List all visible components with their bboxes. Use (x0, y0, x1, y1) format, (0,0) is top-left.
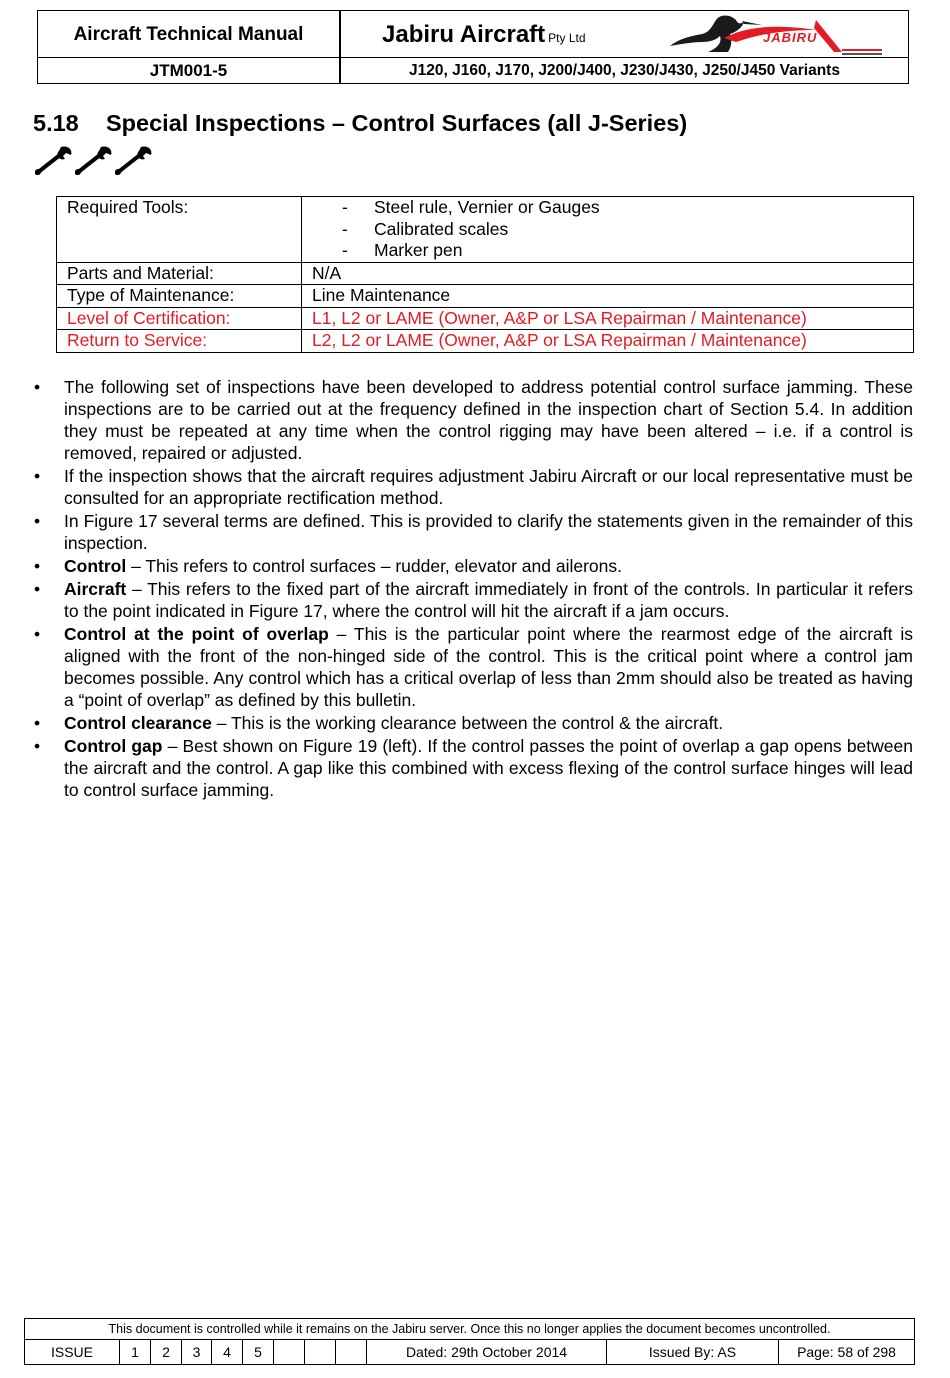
issue-label: ISSUE (25, 1340, 120, 1364)
return-to-service-value: L2, L2 or LAME (Owner, A&P or LSA Repairman / Maintenance) (302, 330, 914, 353)
bullet-term: Aircraft (64, 579, 127, 599)
tool-item: - Steel rule, Vernier or Gauges (342, 197, 913, 219)
parts-value: N/A (302, 262, 914, 285)
bullet-term: Control (64, 556, 127, 576)
aircraft-variants: J120, J160, J170, J200/J400, J230/J430, J250/J450 Variants (409, 61, 840, 79)
bullet-text: – This refers to the fixed part of the aircraft immediately in front of the controls. In particular it refers to the point indicated in Figure 17, where the control will hit the aircraft if a jam occurs. (64, 579, 913, 621)
bullet-icon: • (34, 713, 41, 733)
bullet-text: – This is the working clearance between the control & the aircraft. (211, 713, 724, 733)
maintenance-type-value: Line Maintenance (302, 285, 914, 308)
row-parts (57, 262, 914, 285)
bullet-icon: • (34, 556, 41, 576)
maintenance-type-label: Type of Maintenance: (57, 285, 302, 308)
row-return-to-service (57, 330, 914, 353)
issue-number (274, 1340, 305, 1364)
certification-label: Level of Certification: (57, 307, 302, 330)
list-item (34, 578, 913, 622)
document-header (37, 10, 909, 84)
bullet-icon: • (34, 736, 41, 756)
manual-title: Aircraft Technical Manual (73, 23, 304, 45)
logo-wordmark: JABIRU (763, 30, 818, 45)
issue-number: 2 (151, 1340, 182, 1364)
required-tools-value (302, 197, 914, 263)
list-item (34, 376, 913, 464)
bullet-term: Control clearance (64, 713, 212, 733)
parts-label: Parts and Material: (57, 262, 302, 285)
header-top-row (38, 11, 908, 58)
page-number: Page: 58 of 298 (797, 1344, 896, 1360)
bullet-icon: • (34, 377, 41, 397)
bullet-text: – Best shown on Figure 19 (left). If the control passes the point of overlap a gap opens between the aircraft and the control. A gap like this combined with excess flexing of the control surface hinges will lead to control surface jamming. (64, 736, 913, 800)
required-tools-label: Required Tools: (57, 197, 302, 263)
tool-item: - Marker pen (342, 240, 913, 262)
issue-number (336, 1340, 367, 1364)
bullet-text: In Figure 17 several terms are defined. This is provided to clarify the statements given in the remainder of this inspection. (64, 511, 913, 553)
issued-by: Issued By: AS (607, 1340, 779, 1364)
issue-number (305, 1340, 336, 1364)
section-heading (33, 110, 687, 137)
bullet-term: Control at the point of overlap (64, 624, 329, 644)
logo-bird (670, 16, 744, 53)
wrench-icon (115, 146, 151, 175)
bullet-term: Control gap (64, 736, 163, 756)
section-number: 5.18 (33, 110, 79, 136)
skill-level-wrench-icons (33, 143, 158, 175)
wrench-icon (75, 146, 111, 175)
jabiru-logo (666, 12, 884, 56)
section-title: Special Inspections – Control Surfaces (all J-Series) (106, 110, 688, 136)
document-footer (24, 1318, 915, 1365)
list-item (34, 555, 913, 577)
bullet-text: – This refers to control surfaces – rudder, elevator and ailerons. (126, 556, 622, 576)
certification-value: L1, L2 or LAME (Owner, A&P or LSA Repairman / Maintenance) (302, 307, 914, 330)
bullet-icon: • (34, 624, 41, 644)
list-item (34, 735, 913, 801)
doc-number: JTM001-5 (149, 60, 228, 80)
tools-list (312, 197, 913, 262)
bullet-icon: • (34, 579, 41, 599)
dated: Dated: 29th October 2014 (367, 1340, 607, 1364)
company-name-text: Jabiru Aircraft (382, 21, 546, 48)
row-required-tools (57, 197, 914, 263)
return-to-service-label: Return to Service: (57, 330, 302, 353)
bullet-text: – This is the particular point where the rearmost edge of the aircraft is aligned with the front of the non-hinged side of the control. This is the critical point where a control jam becomes possible. Any control which has a critical overlap of less than 2mm should also be treated as having a “point of overlap” as defined by this bulletin. (64, 624, 913, 710)
tool-item: - Calibrated scales (342, 219, 913, 241)
issue-number: 4 (212, 1340, 243, 1364)
wrench-icon (35, 146, 71, 175)
issue-number: 5 (243, 1340, 274, 1364)
inspection-notes-list (34, 376, 913, 802)
company-suffix: Pty Ltd (548, 31, 586, 45)
logo-beak (742, 21, 762, 25)
header-bottom-row (38, 58, 908, 83)
bullet-icon: • (34, 511, 41, 531)
issue-number: 3 (182, 1340, 212, 1364)
company-name (382, 21, 586, 49)
requirements-table (56, 196, 914, 353)
list-item (34, 465, 913, 509)
issue-number: 1 (120, 1340, 151, 1364)
row-maintenance-type (57, 285, 914, 308)
bullet-text: The following set of inspections have been developed to address potential control surface jamming. These inspections are to be carried out at the frequency defined in the inspection chart of Section 5.4. In addition they must be repeated at any time when the control rigging may have been altered – i.e. if a control is removed, repaired or adjusted. (64, 377, 913, 463)
list-item (34, 510, 913, 554)
logo-tail (814, 20, 842, 52)
list-item (34, 623, 913, 711)
bullet-text: If the inspection shows that the aircraft requires adjustment Jabiru Aircraft or our local representative must be consulted for an appropriate rectification method. (64, 466, 913, 508)
list-item (34, 712, 913, 734)
row-certification (57, 307, 914, 330)
control-notice: This document is controlled while it remains on the Jabiru server. Once this no longer applies the document becomes uncontrolled. (25, 1319, 914, 1340)
issue-row (25, 1340, 914, 1364)
bullet-icon: • (34, 466, 41, 486)
header-divider (339, 11, 341, 83)
